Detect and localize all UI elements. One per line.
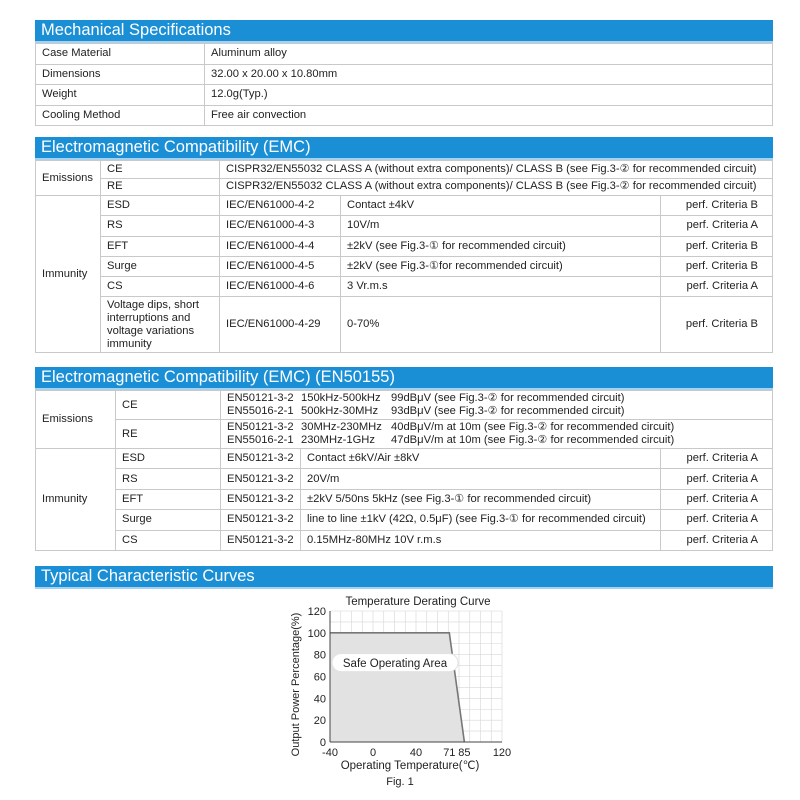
area-label: Safe Operating Area — [342, 658, 448, 671]
immunity-name: CS — [101, 277, 220, 297]
immunity-standard: EN50121-3-2 — [221, 469, 301, 489]
immunity-name: ESD — [101, 196, 220, 216]
emission-range: 230MHz-1GHz — [301, 434, 375, 446]
immunity-criteria: perf. Criteria A — [661, 510, 773, 530]
emission-range: 500kHz-30MHz — [301, 405, 379, 417]
emission-details — [221, 391, 773, 420]
mech-row — [36, 85, 773, 106]
x-tick-label: 0 — [369, 747, 377, 759]
immunity-standard: IEC/EN61000-4-5 — [220, 256, 341, 276]
mech-label: Dimensions — [36, 64, 205, 85]
emission-condition: 40dBμV/m at 10m (see Fig.3-② for recommended circuit) — [391, 421, 675, 433]
chart-title: Temperature Derating Curve — [345, 596, 491, 608]
emc-en50155-section — [35, 367, 773, 551]
mech-label: Case Material — [36, 44, 205, 65]
mech-row — [36, 44, 773, 65]
emission-line — [227, 392, 766, 405]
emission-range: 30MHz-230MHz — [301, 421, 382, 433]
mech-label: Weight — [36, 85, 205, 106]
x-axis-label: Operating Temperature(℃) — [340, 760, 480, 772]
dips-criteria: perf. Criteria B — [661, 297, 773, 353]
mech-value: Aluminum alloy — [205, 44, 773, 65]
immunity-label: Immunity — [36, 449, 116, 551]
immunity-standard: IEC/EN61000-4-3 — [220, 216, 341, 236]
emissions-label: Emissions — [36, 391, 116, 449]
immunity-condition: 0.15MHz-80MHz 10V r.m.s — [301, 530, 661, 550]
immunity-criteria: perf. Criteria B — [661, 236, 773, 256]
immunity-standard: IEC/EN61000-4-2 — [220, 196, 341, 216]
mechanical-header: Mechanical Specifications — [35, 20, 773, 43]
x-tick-label: 40 — [409, 747, 423, 759]
emc-table — [35, 160, 773, 353]
immunity-name: Surge — [116, 510, 221, 530]
immunity-name: ESD — [116, 449, 221, 469]
immunity-criteria: perf. Criteria A — [661, 489, 773, 509]
dips-name-line: voltage variations — [107, 324, 195, 337]
immunity-standard: IEC/EN61000-4-4 — [220, 236, 341, 256]
emission-name: CE — [116, 391, 221, 420]
emc-immunity-row — [36, 196, 773, 216]
immunity-criteria: perf. Criteria A — [661, 449, 773, 469]
emission-condition: 93dBμV (see Fig.3-② for recommended circuit) — [391, 405, 625, 417]
emission-details — [221, 420, 773, 449]
immunity-standard: EN50121-3-2 — [221, 510, 301, 530]
immunity-condition: ±2kV 5/50ns 5kHz (see Fig.3-① for recommended circuit) — [301, 489, 661, 509]
immunity-criteria: perf. Criteria B — [661, 196, 773, 216]
y-tick-label: 100 — [307, 627, 326, 640]
x-tick-label: -40 — [322, 747, 338, 759]
y-tick-label: 0 — [319, 737, 326, 749]
emc2-emission-row — [36, 391, 773, 420]
mechanical-section — [35, 20, 773, 126]
emission-desc: CISPR32/EN55032 CLASS A (without extra components)/ CLASS B (see Fig.3-② for recommended circuit) — [220, 161, 773, 179]
immunity-criteria: perf. Criteria A — [661, 469, 773, 489]
immunity-name: RS — [101, 216, 220, 236]
emc-dips-row — [36, 297, 773, 353]
y-tick-label: 40 — [313, 693, 326, 706]
emc-emission-row — [36, 178, 773, 196]
emission-standard: EN55016-2-1 — [227, 434, 294, 446]
immunity-criteria: perf. Criteria A — [661, 277, 773, 297]
immunity-name: Surge — [101, 256, 220, 276]
immunity-condition: Contact ±4kV — [341, 196, 661, 216]
emc-emission-row — [36, 161, 773, 179]
emissions-label: Emissions — [36, 161, 101, 196]
emc-en50155-table — [35, 390, 773, 551]
mech-value: Free air convection — [205, 105, 773, 126]
emc-immunity-row — [36, 277, 773, 297]
dips-standard: IEC/EN61000-4-29 — [220, 297, 341, 353]
emission-range: 150kHz-500kHz — [301, 392, 381, 404]
emission-condition: 99dBμV (see Fig.3-② for recommended circuit) — [391, 392, 625, 404]
immunity-condition: 3 Vr.m.s — [341, 277, 661, 297]
figure-caption: Fig. 1 — [386, 776, 414, 788]
y-tick-label: 120 — [307, 606, 326, 618]
immunity-label: Immunity — [36, 196, 101, 353]
curves-header: Typical Characteristic Curves — [35, 566, 773, 589]
emc2-immunity-row — [36, 469, 773, 489]
emc-header: Electromagnetic Compatibility (EMC) — [35, 137, 773, 160]
emission-line — [227, 434, 766, 447]
immunity-name: EFT — [101, 236, 220, 256]
immunity-condition: 10V/m — [341, 216, 661, 236]
emission-line — [227, 405, 766, 418]
emc2-emission-row — [36, 420, 773, 449]
y-tick-label: 20 — [313, 715, 326, 728]
immunity-name: CS — [116, 530, 221, 550]
emission-condition: 47dBμV/m at 10m (see Fig.3-② for recommended circuit) — [391, 434, 675, 446]
emission-name: RE — [101, 178, 220, 196]
immunity-name: EFT — [116, 489, 221, 509]
emission-name: CE — [101, 161, 220, 179]
immunity-standard: IEC/EN61000-4-6 — [220, 277, 341, 297]
x-tick-label: 120 — [492, 747, 512, 759]
mech-label: Cooling Method — [36, 105, 205, 126]
x-tick-label: 85 — [458, 747, 471, 759]
emission-standard: EN50121-3-2 — [227, 392, 294, 404]
emc2-immunity-row — [36, 510, 773, 530]
immunity-condition: Contact ±6kV/Air ±8kV — [301, 449, 661, 469]
curves-section — [35, 566, 773, 589]
emission-line — [227, 421, 766, 434]
mech-value: 32.00 x 20.00 x 10.80mm — [205, 64, 773, 85]
dips-name — [101, 297, 220, 353]
immunity-standard: EN50121-3-2 — [221, 449, 301, 469]
dips-condition: 0-70% — [341, 297, 661, 353]
emission-name: RE — [116, 420, 221, 449]
dips-name-line: immunity — [107, 337, 152, 350]
emission-standard: EN50121-3-2 — [227, 421, 294, 433]
emc2-immunity-row — [36, 530, 773, 550]
emc-en50155-header: Electromagnetic Compatibility (EMC) (EN50155) — [35, 367, 773, 390]
emission-standard: EN55016-2-1 — [227, 405, 294, 417]
immunity-condition: line to line ±1kV (42Ω, 0.5μF) (see Fig.3-① for recommended circuit) — [301, 510, 661, 530]
mech-value: 12.0g(Typ.) — [205, 85, 773, 106]
immunity-standard: EN50121-3-2 — [221, 530, 301, 550]
mechanical-table — [35, 43, 773, 126]
derating-chart — [280, 590, 520, 790]
immunity-criteria: perf. Criteria A — [661, 216, 773, 236]
emc2-immunity-row — [36, 449, 773, 469]
y-axis-label: Output Power Percentage(%) — [290, 612, 302, 757]
x-tick-label: 71 — [443, 747, 456, 759]
dips-name-line: interruptions and — [107, 311, 191, 324]
safe-area-fill — [330, 633, 464, 742]
immunity-condition: 20V/m — [301, 469, 661, 489]
emc-immunity-row — [36, 236, 773, 256]
immunity-criteria: perf. Criteria A — [661, 530, 773, 550]
emc-immunity-row — [36, 256, 773, 276]
dips-name-line: Voltage dips, short — [107, 298, 200, 311]
emc2-immunity-row — [36, 489, 773, 509]
emission-desc: CISPR32/EN55032 CLASS A (without extra components)/ CLASS B (see Fig.3-② for recommended circuit) — [220, 178, 773, 196]
emc-section — [35, 137, 773, 353]
emc-immunity-row — [36, 216, 773, 236]
immunity-standard: EN50121-3-2 — [221, 489, 301, 509]
y-tick-label: 60 — [313, 671, 326, 684]
immunity-name: RS — [116, 469, 221, 489]
immunity-criteria: perf. Criteria B — [661, 256, 773, 276]
mech-row — [36, 105, 773, 126]
mech-row — [36, 64, 773, 85]
immunity-condition: ±2kV (see Fig.3-①for recommended circuit) — [341, 256, 661, 276]
y-tick-label: 80 — [313, 649, 326, 662]
immunity-condition: ±2kV (see Fig.3-① for recommended circuit) — [341, 236, 661, 256]
